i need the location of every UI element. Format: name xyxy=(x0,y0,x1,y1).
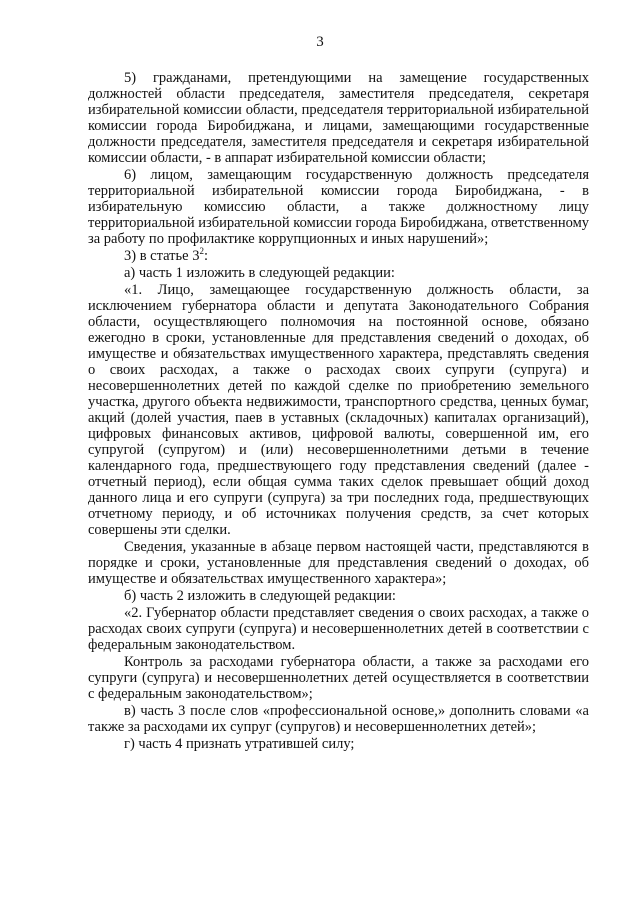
paragraph-part-v: в) часть 3 после слов «профессиональной основе,» дополнить словами «а также за расходами их супруг (супругов) и несовершеннолетних детей»; xyxy=(88,703,589,735)
paragraph-part-1-second: Сведения, указанные в абзаце первом настоящей части, представляются в порядке и сроки, установленные для представления сведений о доходах, об имуществе и обязательствах имущественного характера»; xyxy=(88,539,589,587)
paragraph-article-amendment xyxy=(88,248,589,264)
paragraph-item-5: 5) гражданами, претендующими на замещение государственных должностей области председателя, заместителя председателя, секретаря избирательной комиссии области, председателя территориальной избирательной комиссии города Биробиджана, и лицами, замещающими государственные должности председателя, заместителя председателя и секретаря избирательной комиссии области, - в аппарат избирательной комиссии области; xyxy=(88,70,589,166)
article-superscript: 2 xyxy=(199,246,204,257)
article-prefix: 3) в статье 3 xyxy=(124,248,200,264)
paragraph-part-2-control: Контроль за расходами губернатора области, а также за расходами его супруги (супруга) и несовершеннолетних детей осуществляется в соответствии с федеральным законодательством»; xyxy=(88,654,589,702)
paragraph-part-2-text: «2. Губернатор области представляет сведения о своих расходах, а также о расходах своих супруги (супруга) и несовершеннолетних детей в соответствии с федеральным законодательством. xyxy=(88,605,589,653)
paragraph-item-6: 6) лицом, замещающим государственную должность председателя территориальной избирательной комиссии города Биробиджана, - в избирательную комиссию области, а также должностному лицу территориальной избирательной комиссии города Биробиджана, ответственному за работу по профилактике коррупционных и иных нарушений»; xyxy=(88,167,589,247)
paragraph-part-g: г) часть 4 признать утратившей силу; xyxy=(124,736,355,752)
paragraph-part-a: а) часть 1 изложить в следующей редакции: xyxy=(124,265,395,281)
paragraph-part-1-text: «1. Лицо, замещающее государственную должность области, за исключением губернатора области и депутата Законодательного Собрания области, осуществляющего полномочия на постоянной основе, обязано ежегодно в сроки, установленные для представления сведений о доходах, об имуществе и обязательствах имущественного характера, представлять сведения о своих расходах, а также о расходах своих супруги (супруга) и несовершеннолетних детей по каждой сделке по приобретению земельного участка, другого объекта недвижимости, транспортного средства, ценных бумаг, акций (долей участия, паев в уставных (складочных) капиталах организаций), цифровых финансовых активов, цифровой валюты, совершенной им, его супругой (супругом) и (или) несовершеннолетними детьми в течение календарного года, предшествующего году представления сведений (далее - отчетный период), если общая сумма таких сделок превышает общий доход данного лица и его супруги (супруга) за три последних года, предшествующих отчетному периоду, и об источниках получения средств, за счет которых совершены эти сделки. xyxy=(88,282,589,538)
article-suffix: : xyxy=(203,248,208,264)
page-number: 3 xyxy=(316,34,324,50)
document-body xyxy=(88,70,589,753)
paragraph-part-b: б) часть 2 изложить в следующей редакции: xyxy=(124,588,396,604)
